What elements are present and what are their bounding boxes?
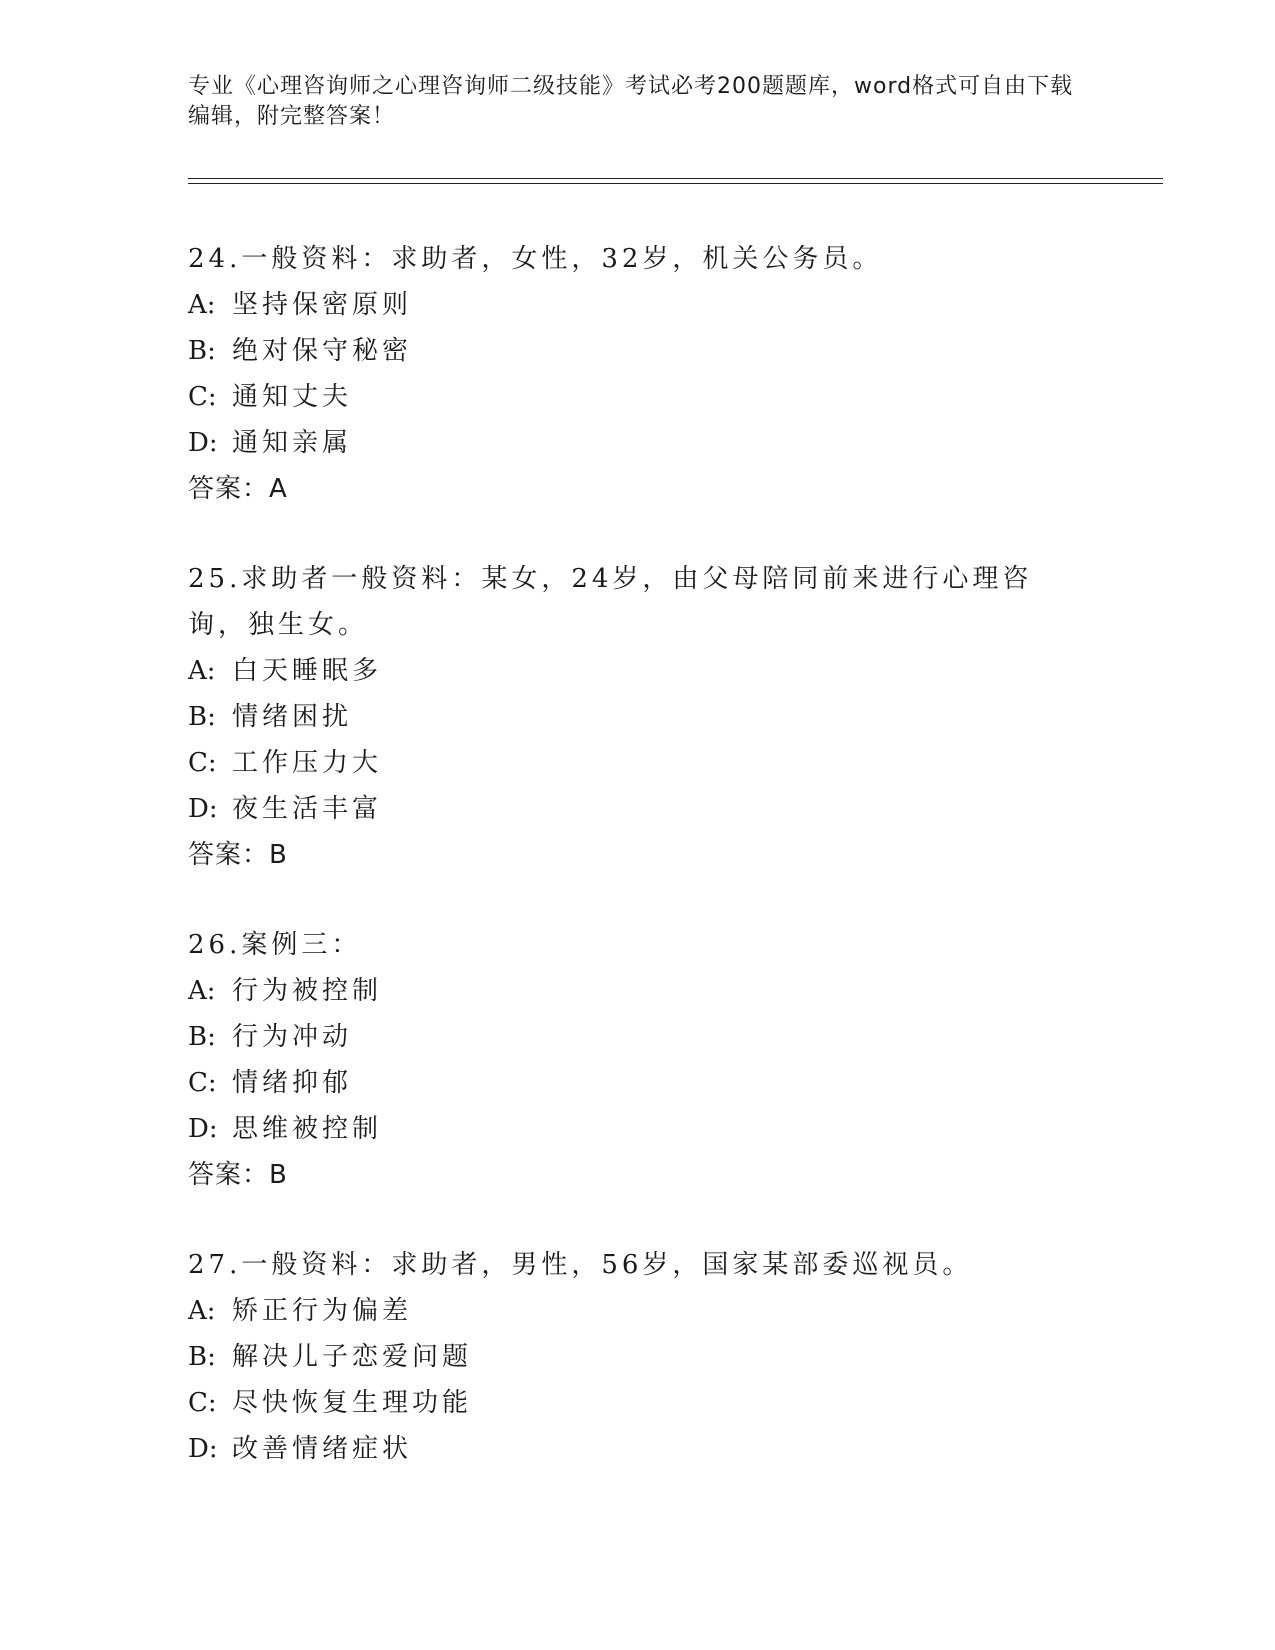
question-stem: 26.案例三： — [188, 930, 362, 960]
option-letter: D: — [188, 1114, 218, 1144]
option-letter: C: — [188, 748, 217, 778]
option-letter: D: — [188, 794, 218, 824]
option-letter: D: — [188, 428, 218, 458]
option-c — [188, 1380, 1088, 1426]
option-letter: C: — [188, 1388, 217, 1418]
option-c — [188, 1060, 1088, 1106]
option-text: 情绪抑郁 — [232, 1068, 353, 1098]
header-divider-top — [188, 178, 1163, 179]
option-a — [188, 968, 1088, 1014]
option-text: 夜生活丰富 — [232, 794, 383, 824]
question-stem: 24.一般资料：求助者，女性，32岁，机关公务员。 — [188, 244, 883, 274]
option-text: 通知亲属 — [232, 428, 353, 458]
option-c — [188, 740, 1088, 786]
option-letter: A: — [188, 290, 216, 320]
option-letter: B: — [188, 336, 216, 366]
option-letter: B: — [188, 1022, 216, 1052]
option-letter: C: — [188, 1068, 217, 1098]
option-text: 绝对保守秘密 — [232, 336, 413, 366]
option-text: 工作压力大 — [232, 748, 383, 778]
document-intro — [188, 72, 1088, 132]
question-stem: 25.求助者一般资料：某女，24岁，由父母陪同前来进行心理咨询，独生女。 — [188, 564, 1033, 640]
option-text: 改善情绪症状 — [232, 1434, 413, 1464]
option-a — [188, 648, 1088, 694]
option-letter: A: — [188, 976, 216, 1006]
option-text: 尽快恢复生理功能 — [232, 1388, 473, 1418]
option-b — [188, 1014, 1088, 1060]
answer-line: 答案：A — [188, 474, 288, 504]
option-c — [188, 374, 1088, 420]
question-26 — [188, 922, 1088, 1198]
option-b — [188, 694, 1088, 740]
option-text: 白天睡眠多 — [232, 656, 383, 686]
option-text: 坚持保密原则 — [232, 290, 413, 320]
intro-text: 专业《心理咨询师之心理咨询师二级技能》考试必考200题题库，word格式可自由下载编辑，附完整答案！ — [188, 74, 1074, 129]
option-letter: D: — [188, 1434, 218, 1464]
option-letter: A: — [188, 1296, 216, 1326]
option-text: 矫正行为偏差 — [232, 1296, 413, 1326]
option-b — [188, 1334, 1088, 1380]
option-d — [188, 1106, 1088, 1152]
option-text: 思维被控制 — [232, 1114, 383, 1144]
header-divider-bottom — [188, 183, 1163, 184]
option-a — [188, 282, 1088, 328]
answer-line: 答案：B — [188, 840, 288, 870]
option-d — [188, 786, 1088, 832]
question-24 — [188, 236, 1088, 512]
option-b — [188, 328, 1088, 374]
answer-line: 答案：B — [188, 1160, 288, 1190]
option-a — [188, 1288, 1088, 1334]
option-letter: C: — [188, 382, 217, 412]
option-letter: B: — [188, 702, 216, 732]
option-text: 通知丈夫 — [232, 382, 353, 412]
question-27 — [188, 1242, 1088, 1472]
option-text: 解决儿子恋爱问题 — [232, 1342, 473, 1372]
option-text: 行为被控制 — [232, 976, 383, 1006]
question-stem: 27.一般资料：求助者，男性，56岁，国家某部委巡视员。 — [188, 1250, 973, 1280]
option-letter: B: — [188, 1342, 216, 1372]
option-text: 情绪困扰 — [232, 702, 353, 732]
question-25 — [188, 556, 1088, 878]
option-letter: A: — [188, 656, 216, 686]
option-d — [188, 420, 1088, 466]
option-d — [188, 1426, 1088, 1472]
option-text: 行为冲动 — [232, 1022, 353, 1052]
